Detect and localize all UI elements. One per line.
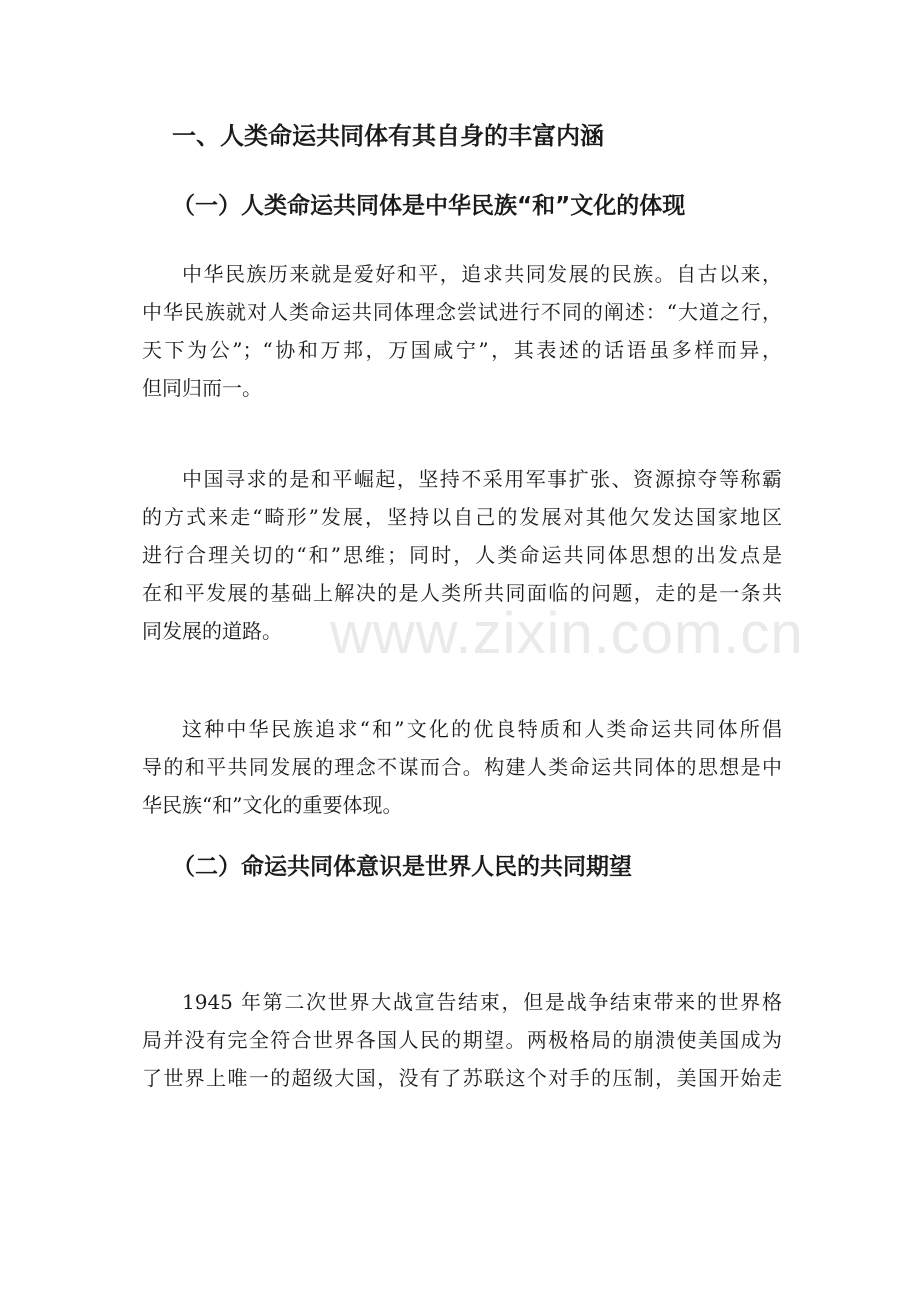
main-heading: 一、人类命运共同体有其自身的丰富内涵 — [172, 122, 604, 150]
text-line: 局并没有完全符合世界各国人民的期望。两极格局的崩溃使美国成为 — [142, 1028, 782, 1052]
section-1-paragraph-2 — [142, 460, 782, 650]
section-2-paragraph-1 — [142, 983, 782, 1097]
text-line: 这种中华民族追求“和”文化的优良特质和人类命运共同体所倡 — [182, 717, 782, 741]
text-line: 中华民族历来就是爱好和平，追求共同发展的民族。自古以来， — [182, 262, 782, 286]
text-line: 华民族“和”文化的重要体现。 — [142, 793, 403, 817]
text-line: 中华民族就对人类命运共同体理念尝试进行不同的阐述：“大道之行， — [142, 300, 782, 324]
watermark: www.zixin.com.cn — [330, 601, 804, 666]
text-line: 但同归而一。 — [142, 376, 262, 400]
text-line: 中国寻求的是和平崛起，坚持不采用军事扩张、资源掠夺等称霸 — [182, 467, 782, 491]
section-1-paragraph-1 — [142, 255, 782, 407]
text-line: 1945 年第二次世界大战宣告结束，但是战争结束带来的世界格 — [182, 990, 782, 1014]
section-1-heading: （一）人类命运共同体是中华民族“和”文化的体现 — [172, 193, 686, 219]
text-line: 天下为公”；“协和万邦，万国咸宁”，其表述的话语虽多样而异， — [142, 338, 782, 362]
text-line: 的方式来走“畸形”发展，坚持以自己的发展对其他欠发达国家地区 — [142, 505, 782, 529]
text-line: 导的和平共同发展的理念不谋而合。构建人类命运共同体的思想是中 — [142, 755, 782, 779]
section-1-paragraph-3 — [142, 710, 782, 824]
text-line: 了世界上唯一的超级大国，没有了苏联这个对手的压制，美国开始走 — [142, 1066, 782, 1090]
text-line: 在和平发展的基础上解决的是人类所共同面临的问题，走的是一条共 — [142, 581, 782, 605]
text-line: 同发展的道路。 — [142, 619, 282, 643]
section-2-heading: （二）命运共同体意识是世界人民的共同期望 — [172, 854, 632, 880]
text-line: 进行合理关切的“和”思维；同时，人类命运共同体思想的出发点是 — [142, 543, 782, 567]
